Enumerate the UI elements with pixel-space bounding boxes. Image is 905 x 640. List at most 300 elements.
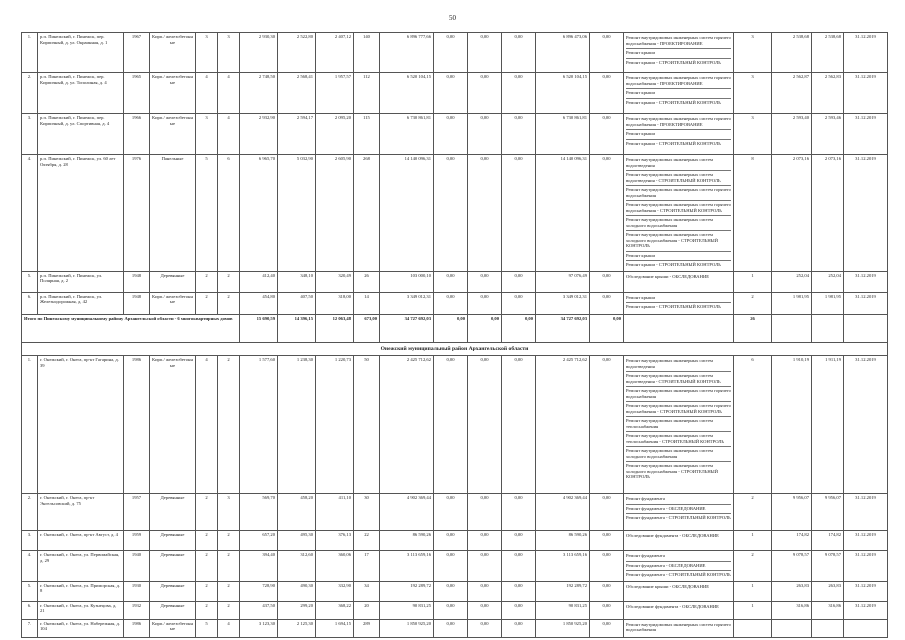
cell-total-area: 728,90 (240, 581, 278, 601)
total-cost-other: 0,00 (590, 314, 624, 342)
work-item: Ремонт крыши - СТРОИТЕЛЬНЫЙ КОНТРОЛЬ (626, 140, 721, 146)
cell-residents: 26 (354, 271, 380, 292)
cell-price: 2 538,68 (772, 33, 812, 73)
cell-num: 1. (22, 33, 38, 73)
cell-num: 1. (22, 356, 38, 494)
cell-works (624, 581, 734, 601)
work-item: Ремонт внутридомовых инженерных систем горячего водоснабжения (626, 186, 731, 201)
total-works-blank (624, 314, 734, 342)
cell-cost-local: 0,00 (502, 551, 536, 582)
cell-cost-owners: 97 076,49 (536, 271, 590, 292)
work-item: Ремонт внутридомовых инженерных систем горячего водоснабжения - СТРОИТЕЛЬНЫЙ КОНТРОЛЬ (626, 201, 731, 216)
cell-num: 5. (22, 581, 38, 601)
cell-deadline: 31.12.2019 (844, 73, 888, 114)
work-item: Ремонт внутридомовых инженерных систем водоотведения - СТРОИТЕЛЬНЫЙ КОНТРОЛЬ (626, 171, 731, 186)
cell-num: 6. (22, 292, 38, 314)
cell-cost-owners: 6 896 473,06 (536, 33, 590, 73)
cell-year: 1966 (124, 114, 150, 155)
cell-limit: 2 562,83 (812, 73, 844, 114)
cell-cost-owners: 3 349 012,31 (536, 292, 590, 314)
cell-res-area: 407,50 (278, 292, 316, 314)
cell-floors: 5 (196, 155, 218, 272)
cell-cost-other: 0,00 (590, 73, 624, 114)
cell-num: 5. (22, 271, 38, 292)
cell-material: Кирп./ железобетонн ые (150, 114, 196, 155)
work-item: Обследование крыши - ОБСЛЕДОВАНИЕ (626, 583, 710, 589)
cell-deadline: 31.12.2019 (844, 114, 888, 155)
pinega-district-total (22, 314, 888, 342)
cell-deadline: 31.12.2019 (844, 33, 888, 73)
cell-total-area: 2 932,90 (240, 114, 278, 155)
work-item: Обследование фундамента - ОБСЛЕДОВАНИЕ (626, 603, 719, 609)
cell-material: Кирп./ железобетонн ые (150, 619, 196, 637)
cell-total-area: 657,20 (240, 531, 278, 551)
cell-deadline: 31.12.2019 (844, 356, 888, 494)
total-units: 26 (734, 314, 772, 342)
cell-year: 1932 (124, 601, 150, 619)
cell-residents: 20 (354, 601, 380, 619)
work-item: Ремонт внутридомовых инженерных систем холодного водоснабжения (626, 216, 731, 231)
cell-priv-area: 332,90 (316, 581, 354, 601)
cell-year: 1965 (124, 73, 150, 114)
cell-priv-area: 318,00 (316, 292, 354, 314)
cell-cost-local: 0,00 (502, 619, 536, 637)
cell-price (772, 619, 812, 637)
cell-works (624, 155, 734, 272)
cell-total-area: 454,80 (240, 292, 278, 314)
work-item: Ремонт фундамента - ОБСЛЕДОВАНИЕ (626, 505, 731, 515)
cell-cost-budget: 0,00 (468, 619, 502, 637)
work-item: Ремонт внутридомовых инженерных систем холодного водоснабжения (626, 447, 731, 462)
cell-address: г. Онежский, г. Онега, пр-кт Гагарина, д. 39 (38, 356, 124, 494)
work-item: Ремонт крыши (626, 130, 731, 140)
cell-residents: 289 (354, 619, 380, 637)
cell-num: 6. (22, 601, 38, 619)
cell-units: 2 (734, 292, 772, 314)
work-item: Ремонт крыши (626, 252, 731, 262)
cell-material: Кирп./ железобетонн ые (150, 356, 196, 494)
cell-works (624, 531, 734, 551)
work-item: Ремонт фундамента (626, 495, 731, 505)
cell-price: 316,86 (772, 601, 812, 619)
house-row (22, 531, 888, 551)
work-item: Обследование фундамента - ОБСЛЕДОВАНИЕ (626, 533, 719, 539)
cell-cost-owners: 6 730 861,81 (536, 114, 590, 155)
cell-works (624, 356, 734, 494)
cell-cost-fund: 0,00 (434, 271, 468, 292)
cell-limit: 1 911,19 (812, 356, 844, 494)
cell-year: 1976 (124, 155, 150, 272)
cell-limit: 2 593,46 (812, 114, 844, 155)
cell-deadline: 31.12.2019 (844, 581, 888, 601)
cell-material: Кирп./ железобетонн ые (150, 292, 196, 314)
cell-year: 1948 (124, 271, 150, 292)
cell-floors: 2 (196, 551, 218, 582)
cell-cost-fund: 0,00 (434, 531, 468, 551)
cell-cost-total: 86 590,26 (380, 531, 434, 551)
cell-priv-area: 411,10 (316, 494, 354, 531)
cell-priv-area: 360,06 (316, 551, 354, 582)
cell-price: 1 981,95 (772, 292, 812, 314)
cell-cost-fund: 0,00 (434, 619, 468, 637)
cell-cost-total: 103 000,10 (380, 271, 434, 292)
cell-cost-local: 0,00 (502, 601, 536, 619)
work-item: Ремонт крыши - СТРОИТЕЛЬНЫЙ КОНТРОЛЬ (626, 304, 721, 309)
cell-units: 3 (734, 114, 772, 155)
cell-cost-fund: 0,00 (434, 581, 468, 601)
cell-total-area: 437,50 (240, 601, 278, 619)
cell-address: р.п. Пинежский, г. Пинежск, ул. Железнодорожная, д. 42 (38, 292, 124, 314)
cell-floors: 2 (196, 531, 218, 551)
cell-floors: 2 (196, 292, 218, 314)
cell-limit: 316,86 (812, 601, 844, 619)
cell-works (624, 114, 734, 155)
cell-address: г. Онежский, г. Онега, пр-кт Август, д. 4 (38, 531, 124, 551)
cell-year: 1986 (124, 619, 150, 637)
cell-total-area: 2 930,30 (240, 33, 278, 73)
cell-cost-local: 0,00 (502, 581, 536, 601)
cell-residents: 268 (354, 155, 380, 272)
cell-cost-local: 0,00 (502, 73, 536, 114)
cell-priv-area: 2 407,12 (316, 33, 354, 73)
cell-units: 2 (734, 551, 772, 582)
cell-cost-local: 0,00 (502, 531, 536, 551)
cell-priv-area: 320,49 (316, 271, 354, 292)
cell-price: 2 562,87 (772, 73, 812, 114)
cell-cost-budget: 0,00 (468, 73, 502, 114)
house-row (22, 155, 888, 272)
cell-residents: 112 (354, 73, 380, 114)
cell-residents: 14 (354, 292, 380, 314)
cell-res-area: 490,30 (278, 581, 316, 601)
cell-limit: 263,83 (812, 581, 844, 601)
cell-entrances: 2 (218, 551, 240, 582)
cell-material: Деревянные (150, 601, 196, 619)
cell-total-area: 394,40 (240, 551, 278, 582)
total-blank (844, 314, 888, 342)
cell-cost-owners: 90 831,25 (536, 601, 590, 619)
cell-cost-total: 6 730 861,81 (380, 114, 434, 155)
cell-residents: 17 (354, 551, 380, 582)
work-item: Ремонт внутридомовых инженерных систем теплоснабжения (626, 417, 731, 432)
cell-cost-total: 90 831,25 (380, 601, 434, 619)
cell-total-area: 569,70 (240, 494, 278, 531)
cell-cost-total: 14 140 096,31 (380, 155, 434, 272)
cell-cost-owners: 3 113 659,16 (536, 551, 590, 582)
cell-floors: 3 (196, 33, 218, 73)
cell-cost-budget: 0,00 (468, 271, 502, 292)
work-item: Ремонт фундамента - СТРОИТЕЛЬНЫЙ КОНТРОЛЬ (626, 572, 731, 578)
cell-floors: 3 (196, 114, 218, 155)
house-row (22, 619, 888, 637)
cell-res-area: 348,10 (278, 271, 316, 292)
cell-cost-other: 0,00 (590, 619, 624, 637)
house-row (22, 601, 888, 619)
total-cost-fund: 0,00 (434, 314, 468, 342)
work-item: Ремонт фундамента (626, 552, 731, 562)
cell-works (624, 494, 734, 531)
house-row (22, 73, 888, 114)
cell-num: 2. (22, 494, 38, 531)
cell-units: 1 (734, 601, 772, 619)
cell-limit: 9 078,57 (812, 551, 844, 582)
cell-price: 2 073,16 (772, 155, 812, 272)
cell-residents: 30 (354, 494, 380, 531)
cell-deadline: 31.12.2019 (844, 551, 888, 582)
cell-floors: 2 (196, 494, 218, 531)
cell-works (624, 619, 734, 637)
cell-num: 3. (22, 114, 38, 155)
cell-floors: 4 (196, 73, 218, 114)
cell-material: Кирп./ железобетонн ые (150, 73, 196, 114)
cell-res-area: 2 522,80 (278, 33, 316, 73)
cell-floors: 2 (196, 581, 218, 601)
house-row (22, 581, 888, 601)
cell-cost-budget: 0,00 (468, 494, 502, 531)
cell-cost-local: 0,00 (502, 292, 536, 314)
house-row (22, 271, 888, 292)
cell-deadline: 31.12.2019 (844, 531, 888, 551)
cell-num: 3. (22, 531, 38, 551)
cell-material: Деревянные (150, 271, 196, 292)
cell-address: р.п. Пинежский, г. Пинежск, пер. Кирпичный, д. ул. Тополиная, д. 4 (38, 73, 124, 114)
cell-cost-fund: 0,00 (434, 155, 468, 272)
cell-cost-other: 0,00 (590, 114, 624, 155)
cell-works (624, 601, 734, 619)
cell-works (624, 292, 734, 314)
cell-residents: 115 (354, 114, 380, 155)
cell-works (624, 271, 734, 292)
house-row (22, 292, 888, 314)
cell-cost-local: 0,00 (502, 356, 536, 494)
cell-cost-local: 0,00 (502, 271, 536, 292)
cell-cost-fund: 0,00 (434, 494, 468, 531)
cell-address: р.п. Пинежский, г. Пинежск, ул. 60 лет Октября, д. 28 (38, 155, 124, 272)
cell-units: 3 (734, 33, 772, 73)
cell-cost-owners: 14 140 096,31 (536, 155, 590, 272)
total-blank (772, 314, 812, 342)
cell-entrances: 2 (218, 271, 240, 292)
capital-repair-register-table (21, 32, 888, 638)
cell-res-area: 312,60 (278, 551, 316, 582)
cell-price: 174,82 (772, 531, 812, 551)
onega-district-section (22, 342, 888, 356)
cell-address: г. Онежский, г. Онега, ул. Кузнецова, д. 21 (38, 601, 124, 619)
cell-cost-budget: 0,00 (468, 292, 502, 314)
cell-year: 1948 (124, 292, 150, 314)
total-residents: 673,00 (354, 314, 380, 342)
total-row (22, 314, 888, 342)
cell-units (734, 619, 772, 637)
cell-material: Деревянные (150, 531, 196, 551)
cell-year: 1986 (124, 356, 150, 494)
cell-residents: 140 (354, 33, 380, 73)
cell-cost-total: 1 850 925,20 (380, 619, 434, 637)
cell-priv-area: 1 220,73 (316, 356, 354, 494)
cell-works (624, 33, 734, 73)
cell-deadline: 31.12.2019 (844, 271, 888, 292)
cell-entrances: 2 (218, 581, 240, 601)
cell-floors: 2 (196, 271, 218, 292)
cell-cost-fund: 0,00 (434, 114, 468, 155)
cell-cost-total: 3 349 012,31 (380, 292, 434, 314)
cell-limit: 1 981,95 (812, 292, 844, 314)
cell-address: г. Онежский, г. Онега, пр-кт Энгельсовский, д. 75 (38, 494, 124, 531)
work-item: Ремонт внутридомовых инженерных систем теплоснабжения - СТРОИТЕЛЬНЫЙ КОНТРОЛЬ (626, 432, 731, 447)
work-item: Ремонт крыши (626, 49, 731, 59)
cell-cost-budget: 0,00 (468, 155, 502, 272)
section-header-row (22, 342, 888, 356)
cell-cost-owners: 4 902 369,44 (536, 494, 590, 531)
cell-address: г. Онежский, г. Онега, ул. Первомайская, д. 29 (38, 551, 124, 582)
cell-cost-fund: 0,00 (434, 33, 468, 73)
cell-limit: 9 956,07 (812, 494, 844, 531)
cell-cost-other: 0,00 (590, 494, 624, 531)
cell-priv-area: 368,22 (316, 601, 354, 619)
house-row (22, 494, 888, 531)
cell-floors: 5 (196, 619, 218, 637)
cell-price: 1 910,19 (772, 356, 812, 494)
cell-cost-other: 0,00 (590, 356, 624, 494)
cell-res-area: 299,20 (278, 601, 316, 619)
cell-units: 2 (734, 494, 772, 531)
cell-cost-other: 0,00 (590, 531, 624, 551)
total-blank (812, 314, 844, 342)
cell-cost-owners: 6 520 104,15 (536, 73, 590, 114)
cell-cost-other: 0,00 (590, 601, 624, 619)
work-item: Ремонт крыши (626, 294, 731, 304)
work-item: Обследование крыши - ОБСЛЕДОВАНИЕ (626, 273, 710, 279)
work-item: Ремонт внутридомовых инженерных систем водоотведения (626, 357, 731, 372)
cell-units: 3 (734, 73, 772, 114)
pinega-district-rows (22, 33, 888, 315)
section-title: Онежский муниципальный район Архангельской области (22, 342, 888, 356)
cell-price: 252,04 (772, 271, 812, 292)
cell-cost-fund: 0,00 (434, 73, 468, 114)
work-item: Ремонт фундамента - СТРОИТЕЛЬНЫЙ КОНТРОЛЬ (626, 515, 731, 521)
cell-units: 1 (734, 531, 772, 551)
cell-cost-owners: 192 289,72 (536, 581, 590, 601)
total-cost-budget: 0,00 (468, 314, 502, 342)
cell-cost-budget: 0,00 (468, 356, 502, 494)
cell-priv-area: 376,13 (316, 531, 354, 551)
cell-units: 6 (734, 356, 772, 494)
cell-limit (812, 619, 844, 637)
cell-address: р.п. Пинежский, г. Пинежск, пер. Кирпичный, д. ул. Спортивная, д. 4 (38, 114, 124, 155)
cell-works (624, 73, 734, 114)
cell-cost-other: 0,00 (590, 271, 624, 292)
work-item: Ремонт внутридомовых инженерных систем холодного водоснабжения - СТРОИТЕЛЬНЫЙ КОНТРОЛЬ (626, 231, 731, 252)
cell-cost-local: 0,00 (502, 155, 536, 272)
cell-entrances: 2 (218, 356, 240, 494)
cell-price: 263,83 (772, 581, 812, 601)
cell-entrances: 4 (218, 619, 240, 637)
cell-cost-owners: 1 850 925,20 (536, 619, 590, 637)
cell-cost-total: 4 902 369,44 (380, 494, 434, 531)
cell-num: 4. (22, 551, 38, 582)
cell-cost-total: 2 425 712,62 (380, 356, 434, 494)
cell-res-area: 495,30 (278, 531, 316, 551)
cell-cost-fund: 0,00 (434, 551, 468, 582)
cell-material: Деревянные (150, 551, 196, 582)
cell-year: 1940 (124, 551, 150, 582)
cell-year: 1959 (124, 531, 150, 551)
cell-entrances: 4 (218, 73, 240, 114)
cell-cost-other: 0,00 (590, 551, 624, 582)
cell-cost-owners: 2 425 712,62 (536, 356, 590, 494)
cell-cost-fund: 0,00 (434, 292, 468, 314)
cell-priv-area: 2 605,90 (316, 155, 354, 272)
cell-entrances: 2 (218, 292, 240, 314)
cell-cost-other: 0,00 (590, 33, 624, 73)
cell-address: р.п. Пинежский, г. Пинежск, пер. Кирпичный, д. ул. Окраинная, д. 1 (38, 33, 124, 73)
cell-material: Панельные (150, 155, 196, 272)
cell-year: 1967 (124, 33, 150, 73)
cell-cost-local: 0,00 (502, 33, 536, 73)
cell-entrances: 3 (218, 494, 240, 531)
total-res-area: 14 396,15 (278, 314, 316, 342)
cell-material: Кирп./ железобетонн ые (150, 33, 196, 73)
cell-address: г. Онежский, г. Онега, ул. Приморская, д. 8 (38, 581, 124, 601)
cell-price: 9 078,57 (772, 551, 812, 582)
work-item: Ремонт фундамента - ОБСЛЕДОВАНИЕ (626, 562, 731, 572)
cell-cost-budget: 0,00 (468, 114, 502, 155)
cell-cost-total: 6 896 777,66 (380, 33, 434, 73)
cell-year: 1957 (124, 494, 150, 531)
work-item: Ремонт крыши - СТРОИТЕЛЬНЫЙ КОНТРОЛЬ (626, 59, 721, 65)
cell-cost-total: 3 113 659,16 (380, 551, 434, 582)
cell-total-area: 1 577,60 (240, 356, 278, 494)
cell-deadline: 31.12.2019 (844, 292, 888, 314)
cell-address: р.п. Пинежский, г. Пинежск, ул. Полярная, д. 2 (38, 271, 124, 292)
cell-limit: 174,82 (812, 531, 844, 551)
cell-num: 2. (22, 73, 38, 114)
house-row (22, 33, 888, 73)
cell-units: 1 (734, 271, 772, 292)
page-number: 50 (449, 14, 456, 22)
cell-cost-other: 0,00 (590, 292, 624, 314)
cell-limit: 2 538,68 (812, 33, 844, 73)
cell-deadline: 31.12.2019 (844, 601, 888, 619)
cell-res-area: 1 238,30 (278, 356, 316, 494)
cell-cost-other: 0,00 (590, 155, 624, 272)
cell-units: 1 (734, 581, 772, 601)
total-cost-owners: 34 727 692,03 (536, 314, 590, 342)
onega-district-rows (22, 356, 888, 638)
cell-deadline: 31.12.2019 (844, 155, 888, 272)
cell-cost-budget: 0,00 (468, 581, 502, 601)
cell-priv-area: 1 694,15 (316, 619, 354, 637)
cell-cost-budget: 0,00 (468, 551, 502, 582)
total-total-area: 15 690,59 (240, 314, 278, 342)
house-row (22, 356, 888, 494)
cell-res-area: 5 032,90 (278, 155, 316, 272)
cell-limit: 2 073,16 (812, 155, 844, 272)
work-item: Ремонт внутридомовых инженерных систем холодного водоснабжения - СТРОИТЕЛЬНЫЙ КОНТРОЛЬ (626, 463, 719, 480)
cell-deadline (844, 619, 888, 637)
cell-floors: 2 (196, 601, 218, 619)
cell-cost-other: 0,00 (590, 581, 624, 601)
cell-entrances: 2 (218, 601, 240, 619)
cell-cost-total: 192 289,72 (380, 581, 434, 601)
cell-cost-budget: 0,00 (468, 531, 502, 551)
work-item: Ремонт внутридомовых инженерных систем водоотведения - СТРОИТЕЛЬНЫЙ КОНТРОЛЬ (626, 372, 731, 387)
cell-cost-local: 0,00 (502, 494, 536, 531)
cell-priv-area: 2 095,20 (316, 114, 354, 155)
cell-res-area: 458,20 (278, 494, 316, 531)
work-item: Ремонт внутридомовых инженерных систем горячего водоснабжения - ПРОЕКТИРОВАНИЕ (626, 34, 731, 49)
cell-address: г. Онежский, г. Онега, ул. Набережная, д. 104 (38, 619, 124, 637)
